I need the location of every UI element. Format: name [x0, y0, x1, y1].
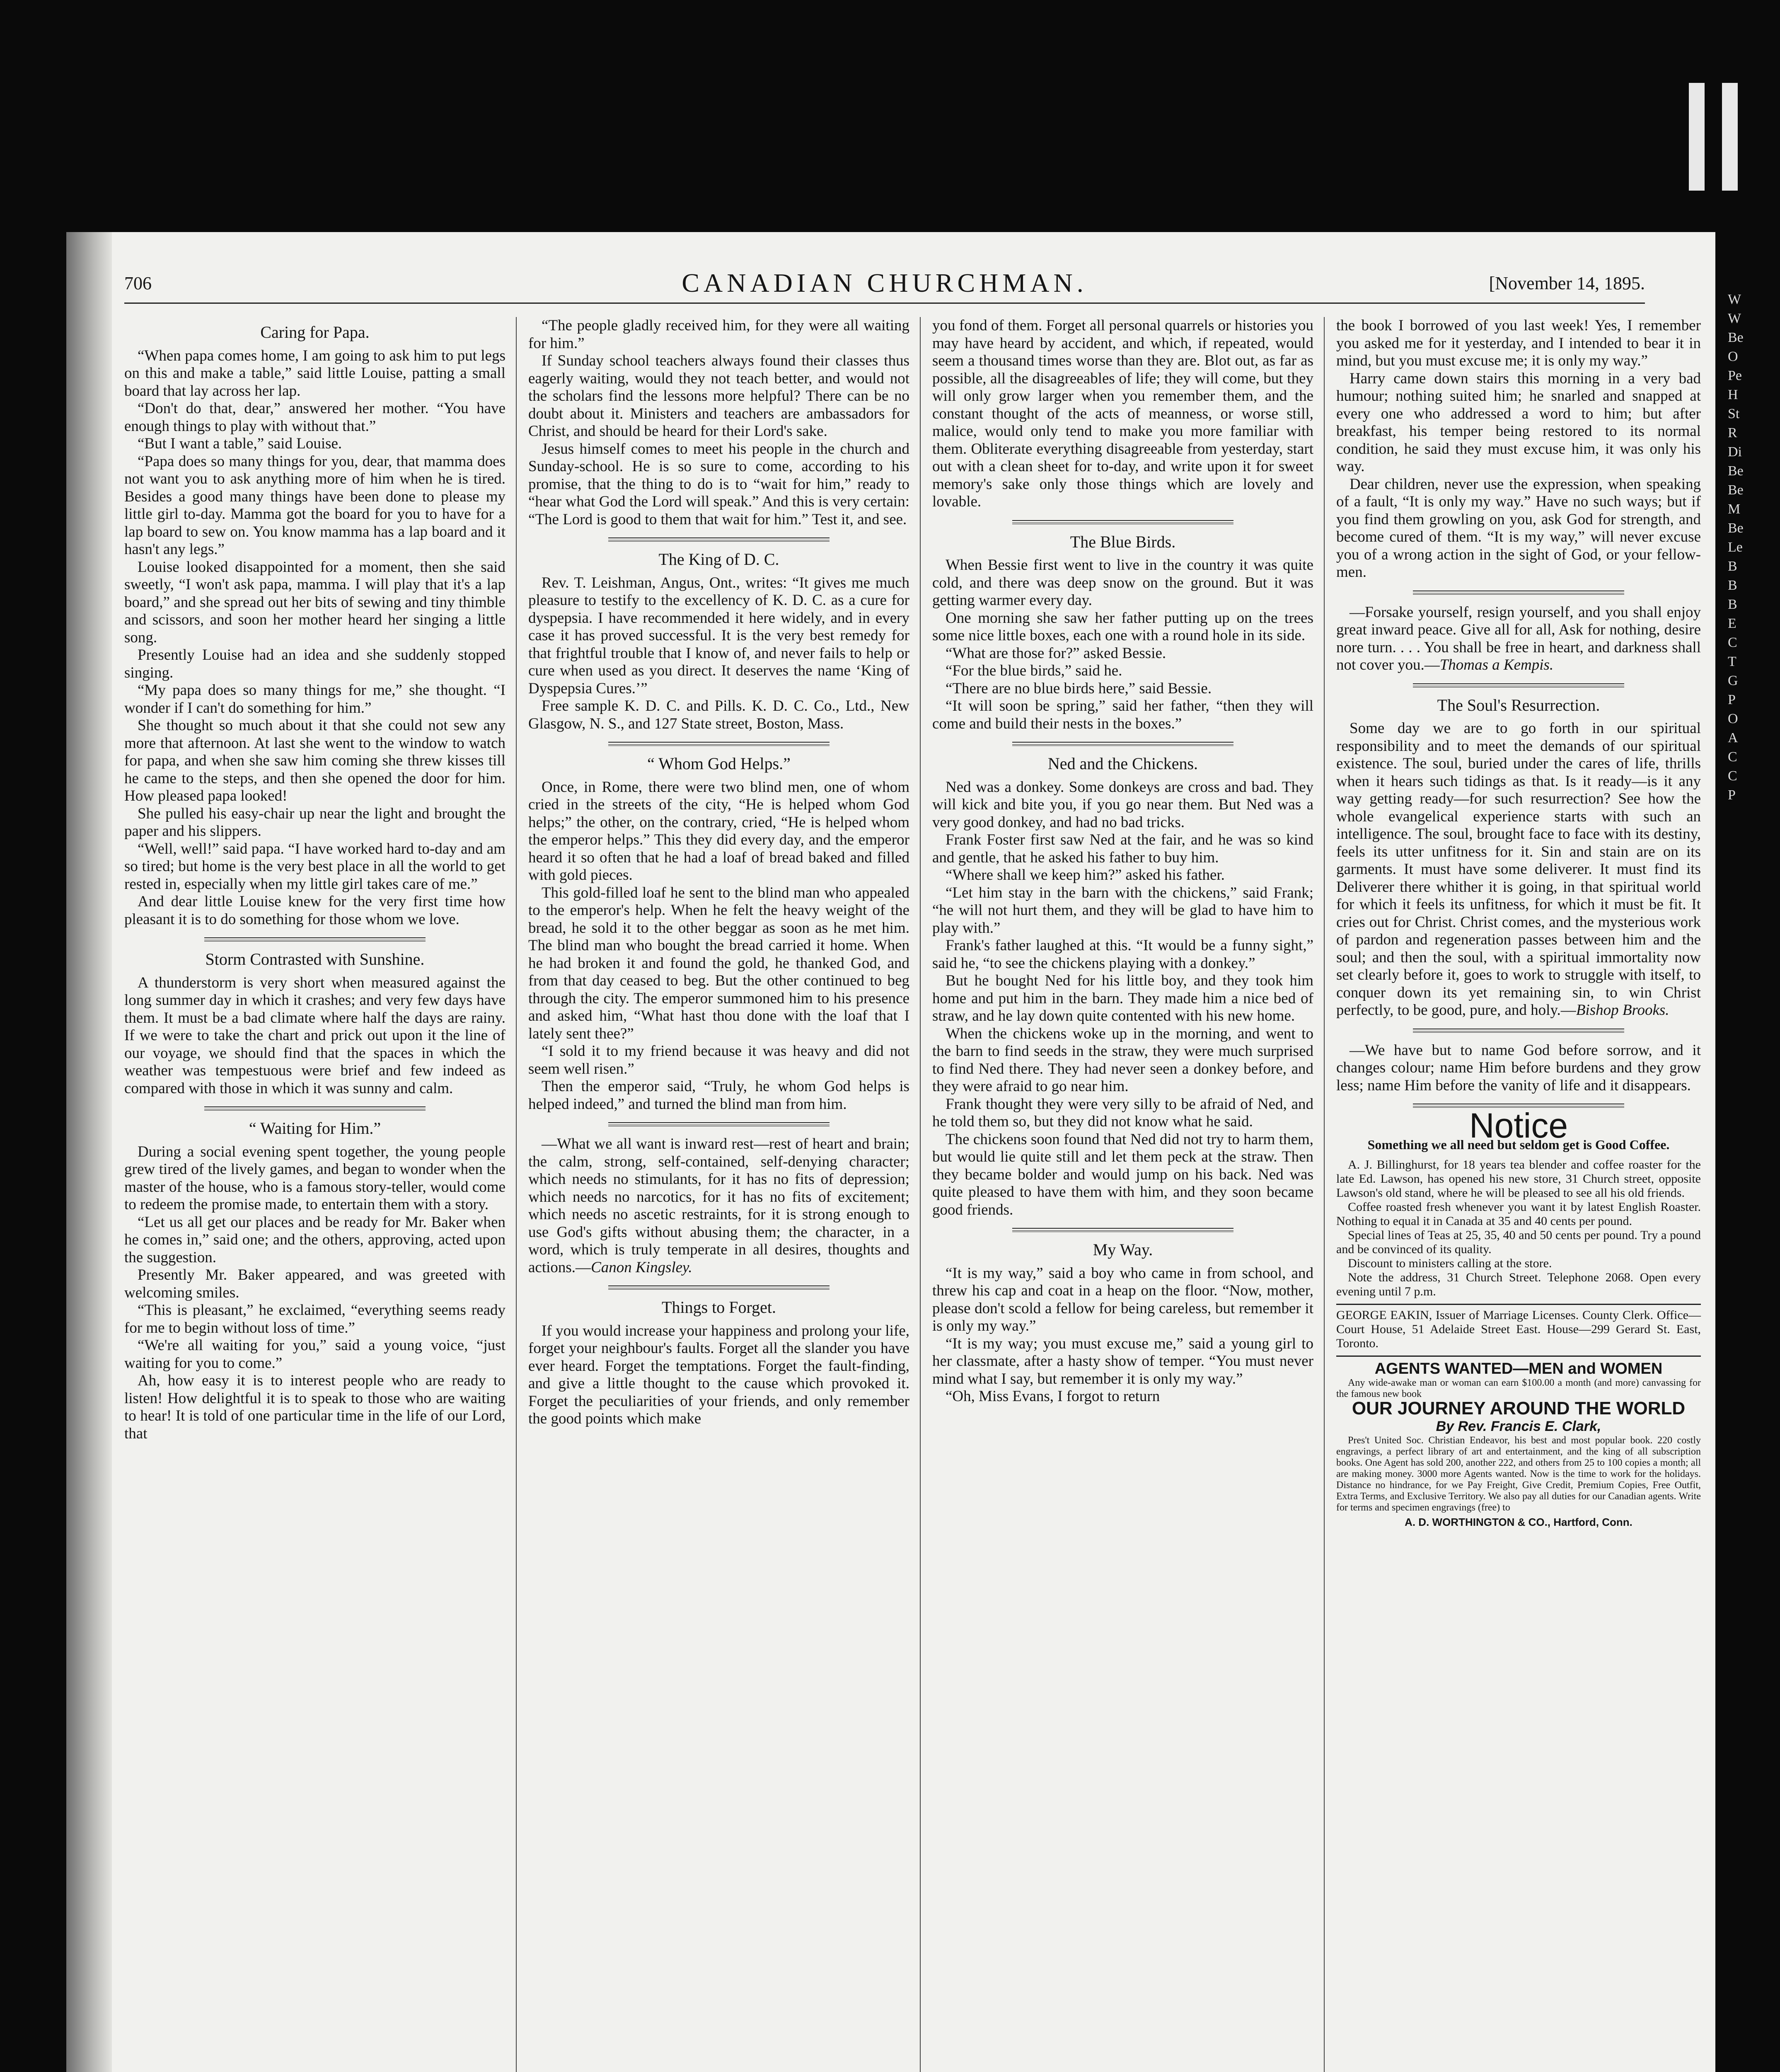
paragraph: During a social evening spent together, the young people grew tired of the lively games, and began to wonder when the master of the house, who is a famous story-teller, would come to redeem the promise made, to entertain them with a story.: [124, 1143, 505, 1213]
paragraph: “Well, well!” said papa. “I have worked hard to-day and am so tired; but home is the very best place in all the world to get rested in, especially when my little girl takes care of me.”: [124, 840, 505, 893]
fragment-letter: Be: [1728, 520, 1744, 536]
article-title: “ Waiting for Him.”: [249, 1119, 381, 1138]
paragraph: Harry came down stairs this morning in a very bad humour; nothing suited him; he snarled and snapped at every one who addressed a word to him; but after breakfast, his temper being restored to its normal condition, he said they must excuse him, it was only his way.: [1336, 370, 1701, 475]
fragment-letter: H: [1728, 387, 1738, 402]
paragraph: One morning she saw her father putting up on the trees some nice little boxes, each one with a round hole in its side.: [932, 609, 1313, 644]
paragraph: The chickens soon found that Ned did not try to harm them, but would lie quite still and let them peck at the straw. Then they became bolder and would jump on his back. Ned was quite pleased to have them with him, and they soon became good friends.: [932, 1130, 1313, 1218]
newspaper-page: [66, 232, 1744, 2072]
fragment-letter: P: [1728, 787, 1736, 803]
fragment-letter: W: [1728, 292, 1741, 307]
paragraph: She pulled his easy-chair up near the light and brought the paper and his slippers.: [124, 805, 505, 840]
ad-paragraph: Note the address, 31 Church Street. Telephone 2068. Open every evening until 7 p.m.: [1336, 1270, 1701, 1298]
paragraph: “It is my way; you must excuse me,” said a young girl to her classmate, after a hasty show of temper. “You must never mind what I say, but remember it is only my way.”: [932, 1335, 1313, 1387]
paragraph: “What are those for?” asked Bessie.: [946, 644, 1166, 662]
fragment-letter: A: [1728, 730, 1738, 746]
section-divider: [204, 1106, 426, 1111]
article-title: The Soul's Resurrection.: [1437, 695, 1600, 714]
article-title: The Blue Birds.: [1070, 532, 1176, 551]
fragment-letter: B: [1728, 559, 1737, 574]
paragraph: “This is pleasant,” he exclaimed, “everything seems ready for me to begin without loss of time.”: [124, 1302, 505, 1336]
fragment-letter: M: [1728, 501, 1741, 517]
section-divider: [1012, 1228, 1233, 1232]
book-byline: By Rev. Francis E. Clark,: [1436, 1418, 1601, 1434]
ad-paragraph: GEORGE EAKIN, Issuer of Marriage Licenses. County Clerk. Office—Court House, 51 Adelaide Street East. House—299 Gerard St. East, Toronto.: [1336, 1308, 1701, 1350]
ad-paragraph: Any wide-awake man or woman can earn $100.00 a month (and more) canvassing for the famous new book: [1336, 1377, 1701, 1399]
paragraph: [1336, 720, 1701, 1019]
page-binding-shadow: [66, 232, 112, 2072]
column-2: [528, 317, 909, 2072]
column-rule: [1324, 317, 1325, 2072]
notice-subheading: Something we all need but seldom get is Good Coffee.: [1367, 1137, 1670, 1152]
paragraph: Dear children, never use the expression, when speaking of a fault, “It is only my way.” Have no such ways; but if you find them growling on you, ask God for strength, and become cured of them. “It is my way,” will never excuse you of a wrong action in the sight of God, or your fellow-men.: [1336, 475, 1701, 581]
paragraph: Then the emperor said, “Truly, he whom God helps is helped indeed,” and turned the blind man from him.: [528, 1078, 909, 1113]
columns: [124, 317, 1701, 2072]
paragraph: Frank thought they were very silly to be afraid of Ned, and he told them so, but they did not know what he said.: [932, 1095, 1313, 1130]
scanner-edge-marks: [1689, 83, 1763, 2072]
paragraph: Ah, how easy it is to interest people who are ready to listen! How delightful it is to speak to those who are waiting to hear! It is told of one particular time in the life of our Lord, that: [124, 1372, 505, 1442]
paragraph: “Papa does so many things for you, dear, that mamma does not want you to ask anything more of him when he is tired. Besides a good many things have been done to please my little girl to-day. Mamma got the board for you to have for a lap board to sew on. You know mamma has a lap board and it hasn't any legs.”: [124, 453, 505, 558]
notice-heading: Notice: [1469, 1106, 1568, 1145]
section-divider: [608, 1122, 830, 1126]
section-divider: [1012, 520, 1233, 524]
scan-bar: [1689, 83, 1705, 191]
paragraph: When Bessie first went to live in the country it was quite cold, and there was deep snow on the ground. But it was getting warmer every day.: [932, 557, 1313, 609]
article-title: “ Whom God Helps.”: [647, 754, 791, 773]
paragraph: “Don't do that, dear,” answered her mother. “You have enough things to play with without that.”: [124, 400, 505, 435]
paragraph: “Where shall we keep him?” asked his father.: [946, 867, 1225, 884]
paragraph: you fond of them. Forget all personal quarrels or histories you may have heard by accident, and which, if repeated, would seem a thousand times worse than they are. Blot out, as far as possible, all the disagreeables of life; they will come, but they will only grow larger when you remember them, and the constant thought of the acts of meanness, or worse still, malice, would only tend to make you more familiar with them. Obliterate everything disagreeable from yesterday, start out with a clean sheet for to-day, and write upon it for sweet memory's sake only those things which are lovely and lovable.: [932, 317, 1313, 510]
paragraph: “Let him stay in the barn with the chickens,” said Frank; “he will not hurt them, and they will be glad to have him to play with.”: [932, 884, 1313, 937]
paragraph: “My papa does so many things for me,” she thought. “I wonder if I can't do something for him.”: [124, 682, 505, 716]
paragraph: [1336, 604, 1701, 674]
article-title: Ned and the Chickens.: [1047, 754, 1198, 773]
fragment-letter: C: [1728, 768, 1737, 784]
section-divider: [204, 937, 426, 942]
fragment-letter: Le: [1728, 540, 1743, 555]
paragraph: But he bought Ned for his little boy, and they took him home and put him in the barn. They made him a nice bed of straw, and he lay down quite contented with his new home.: [932, 972, 1313, 1024]
article-title: Things to Forget.: [662, 1298, 776, 1317]
paragraph: “We're all waiting for you,” said a young voice, “just waiting for you to come.”: [124, 1337, 505, 1372]
paragraph: “Let us all get our places and be ready for Mr. Baker when he comes in,” said one; and the others, approving, acted upon the suggestion.: [124, 1213, 505, 1266]
fragment-letter: G: [1728, 673, 1738, 688]
paragraph: “There are no blue birds here,” said Bessie.: [946, 680, 1212, 697]
ad-paragraph: Pres't United Soc. Christian Endeavor, his best and most popular book. 220 costly engravings, a perfect library of art and entertainment, and the king of all subscription books. One Agent has sold 200, another 222, and others from 25 to 100 copies a month; all are making money. 3000 more Agents wanted. Now is the time to work for the holidays. Distance no hindrance, for we Pay Freight, Give Credit, Premium Copies, Free Outfit, Extra Terms, and Exclusive Territory. We also pay all duties for our Canadian agents. Write for terms and specimen engravings (free) to: [1336, 1435, 1701, 1513]
paragraph: “For the blue birds,” said he.: [946, 662, 1122, 679]
section-divider: [608, 742, 830, 746]
article-text: Some day we are to go forth in our spiritual responsibility and to meet the demands of our spiritual existence. The soul, buried under the cares of life, thrills when it hears such tidings as that. Is it ready—is it any way getting ready—for such resurrection? See how the whole evangelical experience starts with such an intelligence. The soul, brought face to face with its destiny, feels its utter unfitness for it. Sin and stain are on its garments. It must have some deliverer. It must find its Deliverer there whither it is going, in that spiritual world for which it feels its unfitness, for which it must be fit. It cries out for Christ. Christ comes, and the mysterious work of pardon and regeneration passes between him and the soul; and then the soul, with a spiritual immortality now set clearly before it, goes to work to struggle with itself, to conquer down its yet remaining sin, to win Christ perfectly, to be good, pure, and holy.—: [1336, 720, 1701, 1019]
article-title: Caring for Papa.: [260, 323, 370, 341]
fragment-letter: E: [1728, 616, 1736, 631]
article-title: Storm Contrasted with Sunshine.: [205, 950, 425, 968]
fragment-letter: P: [1728, 692, 1736, 707]
paragraph: [528, 1135, 909, 1276]
fragment-letter: Pe: [1728, 368, 1742, 383]
fragment-letter: C: [1728, 749, 1737, 765]
section-divider: [1413, 1029, 1624, 1033]
section-divider: [1012, 742, 1233, 746]
paragraph: the book I borrowed of you last week! Yes, I remember you asked me for it yesterday, and I intended to bear it in mind, but you must excuse me; it is only my way.”: [1336, 317, 1701, 369]
ad-headline: AGENTS WANTED—MEN and WOMEN: [1374, 1360, 1663, 1377]
fragment-letter: B: [1728, 578, 1737, 593]
paragraph: Once, in Rome, there were two blind men, one of whom cried in the streets of the city, “He is helped whom God helps;” the other, on the contrary, cried, “He is helped whom the emperor helps.” This they did every day, and the emperor heard it so often that he had a loaf of bread baked and filled with gold pieces.: [528, 778, 909, 884]
paragraph: Ned was a donkey. Some donkeys are cross and bad. They will kick and bite you, if you go near them. But Ned was a very good donkey, and had no bad tricks.: [932, 778, 1313, 831]
fragment-letter: O: [1728, 349, 1738, 364]
fragment-letter: W: [1728, 311, 1741, 326]
paragraph: Presently Louise had an idea and she suddenly stopped singing.: [124, 646, 505, 681]
quote-text: —Forsake yourself, resign yourself, and you shall enjoy great inward peace. Give all for all, Ask for nothing, desire nore turn. . . . You shall be free in heart, and darkness shall not cover you.—: [1336, 603, 1701, 673]
paragraph: When the chickens woke up in the morning, and went to the barn to find seeds in the straw, they were much surprised to find Ned there. They had never seen a donkey before, and they were afraid to go near him.: [932, 1025, 1313, 1095]
fragment-letter: O: [1728, 711, 1738, 726]
page-number: 706: [124, 273, 152, 293]
paragraph: “The people gladly received him, for they were all waiting for him.”: [528, 317, 909, 352]
paragraph: If Sunday school teachers always found their classes thus eagerly waiting, would they not teach better, and would not the scholars find the lessons more helpful? There can be no doubt about it. Ministers and teachers are ambassadors for Christ, and should be heard for their Lord's sake.: [528, 352, 909, 440]
fragment-letter: C: [1728, 635, 1737, 650]
paragraph: And dear little Louise knew for the very first time how pleasant it is to do something for those whom we love.: [124, 893, 505, 928]
paragraph: Free sample K. D. C. and Pills. K. D. C. Co., Ltd., New Glasgow, N. S., and 127 State street, Boston, Mass.: [528, 697, 909, 732]
paragraph: Jesus himself comes to meet his people in the church and Sunday-school. He is so sure to come, according to his promise, that the thing to do is to “wait for him,” ready to “hear what God the Lord will speak.” And this is very certain: “The Lord is good to them that wait for him.” Test it, and see.: [528, 440, 909, 528]
column-3: [932, 317, 1313, 2072]
quote-attribution: Thomas a Kempis.: [1439, 656, 1554, 673]
paragraph: Rev. T. Leishman, Angus, Ont., writes: “It gives me much pleasure to testify to the excellency of K. D. C. as a cure for dyspepsia. I have recommended it here widely, and in every case it has proved successful. It is the very best remedy for that frightful trouble that I know of, and never fails to help or cure when used as you direct. It deserves the name ‘King of Dyspepsia Cures.’”: [528, 574, 909, 697]
paragraph: Frank's father laughed at this. “It would be a funny sight,” said he, “to see the chickens playing with a donkey.”: [932, 937, 1313, 972]
quote-attribution: Canon Kingsley.: [591, 1259, 692, 1276]
fragment-letter: Be: [1728, 482, 1744, 498]
ad-paragraph: Coffee roasted fresh whenever you want it by latest English Roaster. Nothing to equal it in Canada at 35 and 40 cents per pound.: [1336, 1200, 1701, 1228]
paragraph: This gold-filled loaf he sent to the blind man who appealed to the emperor's help. When he felt the heavy weight of the bread, he sold it to the other beggar as soon as he met him. The blind man who bought the bread carried it home. When he had broken it and found the gold, he thanked God, and from that day ceased to beg. But the other continued to beg through the city. The emperor summoned him to his presence and asked him, “What hast thou done with the loaf that I lately sent thee?”: [528, 884, 909, 1042]
paragraph: Louise looked disappointed for a moment, then she said sweetly, “I won't ask papa, mamma. I will play that it's a lap board,” and she spread out her bits of sewing and tiny thimble and scissors, and soon her mother heard her singing a little song.: [124, 558, 505, 646]
column-1: [124, 317, 505, 2072]
paragraph: Presently Mr. Baker appeared, and was greeted with welcoming smiles.: [124, 1266, 505, 1301]
section-divider: [608, 537, 830, 542]
fragment-letter: Be: [1728, 330, 1744, 345]
agents-wanted-advertisement: [1336, 1356, 1701, 1531]
article-attribution: Bishop Brooks.: [1576, 1002, 1669, 1019]
quote-text: —What we all want is inward rest—rest of heart and brain; the calm, strong, self-contained, self-denying character; which needs no stimulants, for it has no fits of depression; which needs no narcotics, for it has no fits of excitement; which needs no ascetic restraints, for it is strong enough to use God's gifts without abusing them; the character, in a word, which is truly temperate in all desires, thoughts and actions.—: [528, 1135, 909, 1276]
section-divider: [1413, 683, 1624, 687]
paragraph: “When papa comes home, I am going to ask him to put legs on this and make a table,” said little Louise, patting a small board that lay across her lap.: [124, 347, 505, 399]
paragraph: A thunderstorm is very short when measured against the long summer day in which it crashes; and very few days have them. It must be a bad climate where half the days are rainy. If we were to take the chart and prick out upon it the line of our voyage, we should find that the spaces in which the weather was tempestuous were brief and few indeed as compared with those in which it was sunny and calm.: [124, 974, 505, 1097]
ad-paragraph: Discount to ministers calling at the store.: [1348, 1256, 1552, 1270]
page-header: [124, 265, 1645, 304]
paragraph: “I sold it to my friend because it was heavy and did not seem well risen.”: [528, 1043, 909, 1077]
issue-date: [November 14, 1895.: [1489, 273, 1645, 293]
ad-address: A. D. WORTHINGTON & CO., Hartford, Conn.: [1405, 1516, 1632, 1528]
fragment-letter: R: [1728, 425, 1737, 441]
paragraph: She thought so much about it that she could not sew any more that afternoon. At last she went to the window to watch for papa, and when she saw him coming she threw kisses till he came to the steps, and then she opened the door for him. How pleased papa looked!: [124, 717, 505, 804]
fragment-letter: B: [1728, 597, 1737, 612]
article-title: The King of D. C.: [658, 550, 779, 569]
masthead: CANADIAN CHURCHMAN.: [682, 268, 1088, 298]
fragment-letter: St: [1728, 406, 1740, 421]
scan-bar: [1722, 83, 1738, 191]
paragraph: —We have but to name God before sorrow, and it changes colour; name Him before burdens and they grow less; name Him before the vanity of life and it disappears.: [1336, 1041, 1701, 1094]
book-title: OUR JOURNEY AROUND THE WORLD: [1352, 1398, 1686, 1418]
fragment-letter: Be: [1728, 463, 1744, 479]
paragraph: “It will soon be spring,” said her father, “then they will come and build their nests in the boxes.”: [932, 697, 1313, 732]
section-divider: [1413, 591, 1624, 595]
paragraph: If you would increase your happiness and prolong your life, forget your neighbour's faults. Forget all the slander you have ever heard. Forget the temptations. Forget the fault-finding, and give a little thought to the cause which provoked it. Forget the peculiarities of your friends, and only remember the good points which make: [528, 1322, 909, 1427]
paragraph: Frank Foster first saw Ned at the fair, and he was so kind and gentle, that he asked his father to buy him.: [932, 831, 1313, 866]
paragraph: “It is my way,” said a boy who came in from school, and threw his cap and coat in a heap on the floor. “Now, mother, please don't scold a fellow for being careless, but remember it is only my way.”: [932, 1264, 1313, 1334]
fragment-letter: Di: [1728, 444, 1742, 460]
column-rule: [516, 317, 517, 2072]
paragraph: “Oh, Miss Evans, I forgot to return: [946, 1388, 1160, 1405]
section-divider: [608, 1285, 830, 1290]
ad-paragraph: Special lines of Teas at 25, 35, 40 and 50 cents per pound. Try a pound and be convinced of its quality.: [1336, 1228, 1701, 1256]
column-rule: [920, 317, 921, 2072]
fragment-letter: T: [1728, 654, 1736, 669]
marriage-license-advertisement: [1336, 1304, 1701, 1351]
coffee-advertisement: [1336, 1106, 1701, 1299]
paragraph: “But I want a table,” said Louise.: [138, 435, 342, 452]
column-4: [1336, 317, 1701, 2072]
ad-paragraph: A. J. Billinghurst, for 18 years tea blender and coffee roaster for the late Ed. Lawson, has opened his new store, 31 Church street, opposite Lawson's old stand, where he will be pleased to see all his old friends.: [1336, 1157, 1701, 1200]
article-title: My Way.: [1093, 1240, 1153, 1259]
